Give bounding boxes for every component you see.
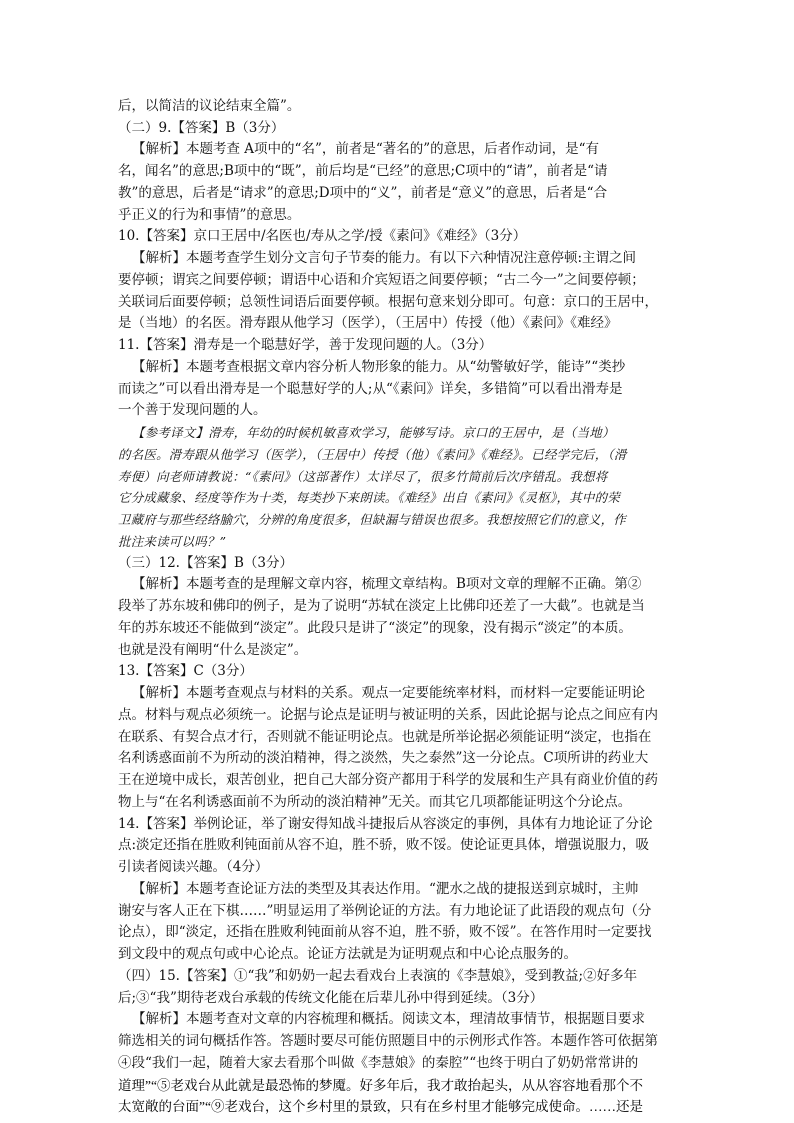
text-line: 点:淡定还指在胜败利钝面前从容不迫，胜不骄，败不馁。使论证更具体，增强说服力，吸: [118, 837, 650, 854]
text-line: 教”的意思，后者是“请求”的意思;D项中的“义”，前者是“意义”的意思，后者是“合: [118, 184, 608, 201]
text-line: 【解析】本题考查观点与材料的关系。观点一定要能统率材料，而材料一定要能证明论: [132, 685, 645, 702]
text-line: 【解析】本题考查 A项中的“名”，前者是“著名的”的意思，后者作动词，是“有: [132, 141, 600, 158]
text-line: 11.【答案】滑寿是一个聪慧好学，善于发现问题的人。（3分）: [118, 337, 493, 354]
text-line: 在联系、有契合点才行，否则就不能证明论点。也就是所举论据必须能证明“淡定，也指在: [118, 728, 652, 745]
translation-line: 寿便）向老师请教说：“《素问》（这部著作）太详尽了，很多竹简前后次序错乱。我想将: [118, 468, 608, 484]
text-line: 后，以简洁的议论结束全篇”。: [118, 98, 301, 114]
text-line: 乎正义的行为和事情”的意思。: [118, 206, 301, 223]
translation-line: 【参考译文】滑寿，年幼的时候机敏喜欢学习，能够写诗。京口的王居中，是（当地）: [132, 425, 615, 441]
text-line: 名，闻名”的意思;B项中的“既”，前后均是“已经”的意思;C项中的“请”，前者是“请: [118, 163, 608, 180]
text-line: ④段“我们一起，随着大家去看那个叫做《李慧娘》的秦腔”“也终于明白了奶奶常常讲的: [118, 1054, 639, 1071]
text-line: （四）15.【答案】①“我”和奶奶一起去看戏台上表演的《李慧娘》，受到教益;②好多年: [118, 967, 638, 984]
text-line: 到文段中的观点句或中心论点。论证方法就是为证明观点和中心论点服务的。: [118, 946, 577, 963]
text-line: 后;③“我”期待老戏台承载的传统文化能在后辈儿孙中得到延续。（3分）: [118, 989, 544, 1006]
text-line: 【解析】本题考查根据文章内容分析人物形象的能力。从“幼警敏好学，能诗”“类抄: [132, 358, 626, 375]
text-line: 王在逆境中成长，艰苦创业，把自己大部分资产都用于科学的发展和生产具有商业价值的药: [118, 772, 658, 789]
text-line: 引读者阅读兴趣。（4分）: [118, 859, 269, 876]
translation-line: 批注来读可以吗？”: [118, 533, 227, 549]
text-line: 要停顿；谓宾之间要停顿；谓语中心语和介宾短语之间要停顿；“古二今一”之间要停顿；: [118, 271, 645, 288]
translation-line: 它分成藏象、经度等作为十类，每类抄下来朗读。《难经》出自《素问》《灵枢》，其中的荣: [118, 490, 620, 506]
text-line: 13.【答案】C（3分）: [118, 663, 253, 680]
text-line: 是（当地）的名医。滑寿跟从他学习（医学），（王居中）传授（他）《素问》《难经》: [118, 315, 618, 332]
text-line: 筛选相关的词句概括作答。答题时要尽可能仿照题目中的示例形式作答。本题作答可依据第: [118, 1033, 658, 1050]
text-line: 段举了苏东坡和佛印的例子，是为了说明“苏轼在淡定上比佛印还差了一大截”。也就是当: [118, 598, 645, 615]
text-line: 【解析】本题考查论证方法的类型及其表达作用。“淝水之战的捷报送到京城时，主帅: [132, 880, 639, 897]
text-line: 论点），即“淡定，还指在胜败利钝面前从容不迫，胜不骄，败不馁”。在答作用时一定要找: [118, 924, 652, 941]
text-line: 道理”“⑤老戏台从此就是最恐怖的梦魇。好多年后，我才敢抬起头，从从容容地看那个不: [118, 1077, 643, 1093]
text-line: 关联词后面要停顿；总领性词语后面要停顿。根据句意来划分即可。句意：京口的王居中，: [118, 293, 658, 310]
text-line: 【解析】本题考查学生划分文言句子节奏的能力。有以下六种情况注意停顿:主谓之间: [132, 250, 637, 267]
text-line: 物上与“在名利诱惑面前不为所动的淡泊精神”无关。而其它几项都能证明这个分论点。: [118, 793, 632, 810]
text-line: 太宽敞的台面”“⑨老戏台，这个乡村里的景致，只有在乡村里才能够完成使命。……还是: [118, 1099, 643, 1115]
text-line: 点。材料与观点必须统一。论据与论点是证明与被证明的关系，因此论据与论点之间应有内: [118, 706, 658, 723]
text-line: 14.【答案】举例论证，举了谢安得知战斗捷报后从容淡定的事例，具体有力地论证了分论: [118, 815, 653, 832]
text-line: 而读之”可以看出滑寿是一个聪慧好学的人;从“《素问》详矣，多错简”可以看出滑寿是: [118, 380, 623, 397]
text-line: 也就是没有阐明“什么是淡定”。: [118, 641, 308, 658]
text-line: 10.【答案】京口王居中/名医也/寿从之学/授《素问》《难经》（3分）: [118, 228, 527, 245]
text-line: （二）9.【答案】B（3分）: [118, 119, 285, 136]
text-line: 年的苏东坡还不能做到“淡定”。此段只是讲了“淡定”的现象，没有揭示“淡定”的本质。: [118, 619, 632, 636]
translation-line: 的名医。滑寿跟从他学习（医学），（王居中）传授（他）《素问》《难经》。已经学完后，（滑: [118, 446, 627, 462]
text-line: （三）12.【答案】B（3分）: [118, 554, 293, 571]
text-line: 【解析】本题考查对文章的内容梳理和概括。阅读文本，理清故事情节，根据题目要求: [132, 1011, 645, 1028]
text-line: 谢安与客人正在下棋……”明显运用了举例论证的方法。有力地论证了此语段的观点句（分: [118, 902, 652, 919]
text-line: 名利诱惑面前不为所动的淡泊精神，得之淡然，失之泰然”这一分论点。C项所讲的药业大: [118, 750, 649, 767]
translation-line: 卫藏府与那些经络腧穴，分辨的角度很多，但缺漏与错误也很多。我想按照它们的意义，作: [118, 512, 627, 528]
text-line: 一个善于发现问题的人。: [118, 402, 267, 419]
text-line: 【解析】本题考查的是理解文章内容，梳理文章结构。B项对文章的理解不正确。第②: [132, 576, 642, 593]
